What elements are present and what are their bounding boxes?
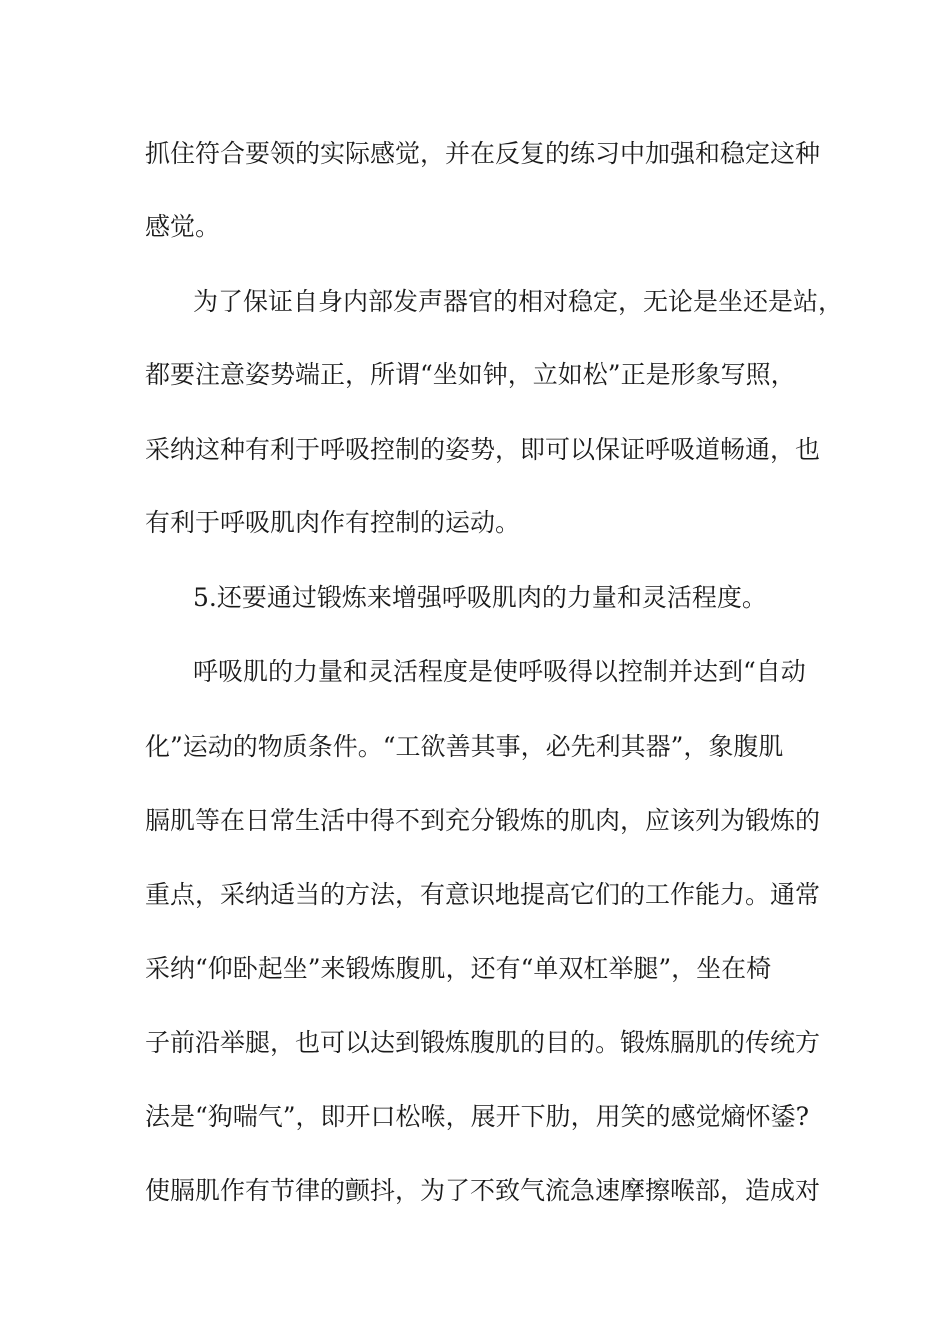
- text-line: 膈肌等在日常生活中得不到充分锻炼的肌肉，应该列为锻炼的: [145, 806, 821, 835]
- text-line: 化”运动的物质条件。“工欲善其事，必先利其器”，象腹肌: [145, 732, 784, 761]
- text-line: 重点，采纳适当的方法，有意识地提高它们的工作能力。通常: [145, 880, 821, 909]
- paragraph-start-line: 为了保证自身内部发声器官的相对稳定，无论是坐还是站，: [193, 287, 844, 316]
- text-line: 感觉。: [145, 212, 221, 241]
- text-line: 采纳这种有利于呼吸控制的姿势，即可以保证呼吸道畅通，也: [145, 435, 821, 464]
- text-line: 使膈肌作有节律的颤抖，为了不致气流急速摩擦喉部，造成对: [145, 1176, 821, 1205]
- numbered-heading-line: 5.还要通过锻炼来增强呼吸肌肉的力量和灵活程度。: [193, 583, 767, 612]
- text-line: 抓住符合要领的实际感觉，并在反复的练习中加强和稳定这种: [145, 139, 821, 168]
- text-line: 有利于呼吸肌肉作有控制的运动。: [145, 508, 521, 537]
- text-line: 采纳“仰卧起坐”来锻炼腹肌，还有“单双杠举腿”，坐在椅: [145, 954, 772, 983]
- text-line: 都要注意姿势端正，所谓“坐如钟，立如松”正是形象写照，: [145, 360, 796, 389]
- text-line: 法是“狗喘气”，即开口松喉，展开下肋，用笑的感觉熵怀鋈?: [145, 1102, 809, 1131]
- text-line: 子前沿举腿，也可以达到锻炼腹肌的目的。锻炼膈肌的传统方: [145, 1028, 821, 1057]
- paragraph-start-line: 呼吸肌的力量和灵活程度是使呼吸得以控制并达到“自动: [193, 657, 806, 686]
